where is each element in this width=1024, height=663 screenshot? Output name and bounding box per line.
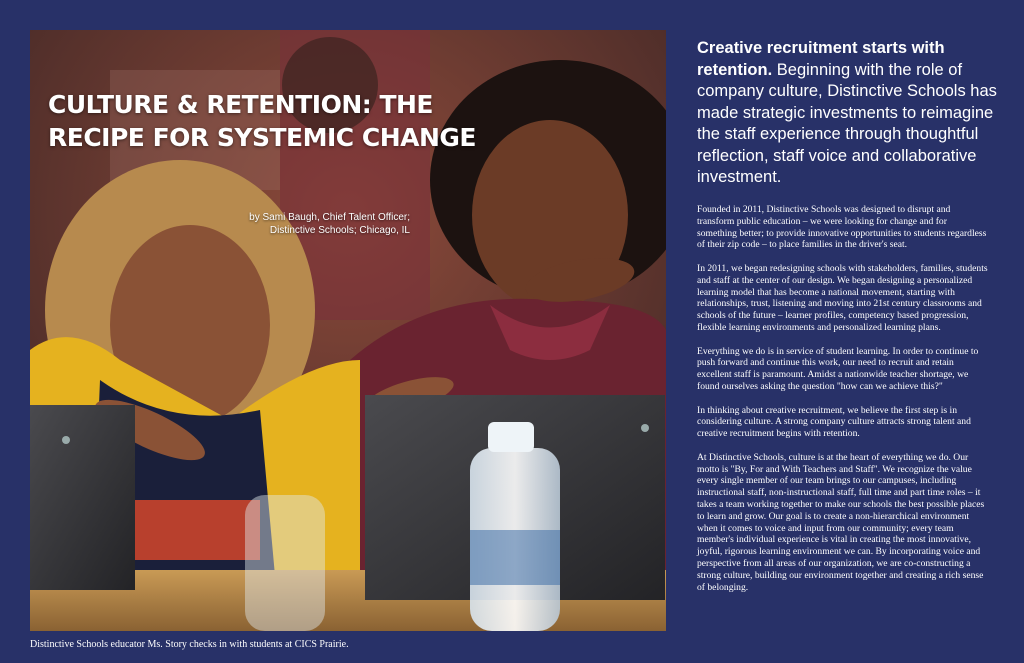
article-body [697, 204, 989, 605]
body-paragraph: Founded in 2011, Distinctive Schools was designed to disrupt and transform public education – we were looking for change and for something better; to provide innovative opportunities to students regardless of their zip code – to place families in the driver's seat. [697, 204, 987, 251]
article-headline: CULTURE & RETENTION: THE RECIPE FOR SYSTEMIC CHANGE [48, 90, 476, 152]
body-paragraph: In 2011, we began redesigning schools with stakeholders, families, students and staff at the center of our design. We began designing a personalized learning model that has become a national movement, starting with relationships, trust, listening and moving into 21st century classrooms and schools of the future – learner profiles, competency based progression, flexible learning environments and personalized learning plans. [697, 262, 988, 333]
body-paragraph: Everything we do is in service of student learning. In order to continue to push forward and continue this work, our need to recruit and retain excellent staff is paramount. Amidst a nationwide teacher shortage, we found ourselves asking the question "how can we achieve this?" [697, 345, 979, 392]
left-laptop [30, 405, 135, 590]
intro-lead: Creative recruitment starts with retention. [697, 39, 945, 79]
body-paragraph: At Distinctive Schools, culture is at the heart of everything we do. Our motto is "By, For and With Teachers and Staff". We recognize the value every single member of our team brings to our campuses, including instructional staff, non-instructional staff, full time and part time roles – it takes a team working together to make our schools the best possible places to learn and grow. Our goal is to create a non-hierarchical environment when it comes to voice and input from our community; every team member's individual experience is vital in creating the most innovative, joyful, rigorous learning environment we can. By incorporating voice and perspective from all areas of our organization, we are co-constructing a strong culture, building our environment together and creating a rich sense of belonging. [697, 451, 985, 593]
article-byline: by Sami Baugh, Chief Talent Officer; Distinctive Schools; Chicago, IL [249, 212, 410, 236]
article-intro [697, 38, 997, 189]
classroom-photo [30, 30, 666, 631]
summit-shirt-logo [130, 500, 260, 560]
photo-caption: Distinctive Schools educator Ms. Story checks in with students at CICS Prairie. [30, 639, 349, 650]
intro-text: Beginning with the role of company culture, Distinctive Schools has made strategic investments to reimagine the staff experience through thoughtful reflection, staff voice and collaborative investment. [697, 60, 997, 186]
body-paragraph: In thinking about creative recruitment, we believe the first step is in considering culture. A strong company culture attracts strong talent and creative recruitment begins with retention. [697, 404, 971, 440]
